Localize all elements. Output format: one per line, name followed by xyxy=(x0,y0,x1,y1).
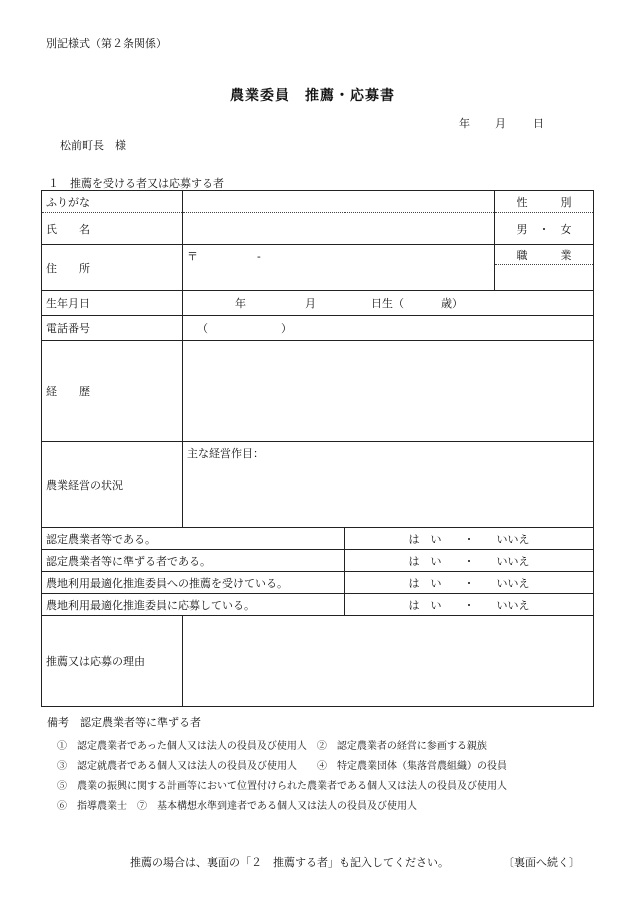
birthdate-label: 生年月日 xyxy=(42,291,183,316)
question-answer[interactable]: は い ・ いいえ xyxy=(345,594,594,616)
page-title: 農業委員 推薦・応募書 xyxy=(230,88,395,104)
footer-instruction: 推薦の場合は、裏面の「２ 推薦する者」も記入してください。 xyxy=(130,856,449,869)
date-day-label: 日 xyxy=(533,117,544,130)
name-label: 氏 名 xyxy=(42,213,183,245)
career-label: 経 歴 xyxy=(42,341,183,442)
postal-mark: 〒 xyxy=(187,250,198,263)
note-line: ⑥ 指導農業士 ⑦ 基本構想水準到達者である個人又は法人の役員及び使用人 xyxy=(57,801,417,812)
birth-day-age-label: 日生（ xyxy=(371,297,404,310)
occupation-label: 職 業 xyxy=(495,245,594,265)
application-form-table xyxy=(41,190,594,707)
occupation-field[interactable] xyxy=(495,265,594,291)
question-text: 農地利用最適化推進委員への推薦を受けている。 xyxy=(42,572,345,594)
note-line: ③ 認定就農者である個人又は法人の役員及び使用人 ④ 特定農業団体（集落営農組織）の役員 xyxy=(57,761,507,772)
birthdate-field[interactable] xyxy=(183,291,594,316)
question-answer[interactable]: は い ・ いいえ xyxy=(345,528,594,550)
question-text: 認定農業者等である。 xyxy=(42,528,345,550)
birth-age-end-label: 歳） xyxy=(441,297,463,310)
career-field[interactable] xyxy=(183,341,594,442)
birth-month-label: 月 xyxy=(305,297,316,310)
furigana-field[interactable] xyxy=(183,191,495,213)
farm-status-field[interactable] xyxy=(183,442,594,528)
birth-year-label: 年 xyxy=(235,297,246,310)
postal-dash: - xyxy=(257,250,261,263)
gender-choice[interactable]: 男 ・ 女 xyxy=(495,213,594,245)
phone-open-paren: （ xyxy=(197,322,208,335)
address-label: 住 所 xyxy=(42,245,183,291)
addressee: 松前町長 様 xyxy=(60,139,126,152)
name-field[interactable] xyxy=(183,213,495,245)
gender-label: 性 別 xyxy=(495,191,594,213)
question-answer[interactable]: は い ・ いいえ xyxy=(345,572,594,594)
question-text: 農地利用最適化推進委員に応募している。 xyxy=(42,594,345,616)
note-line: ① 認定農業者であった個人又は法人の役員及び使用人 ② 認定農業者の経営に参画する親族 xyxy=(57,741,487,752)
date-year-label: 年 xyxy=(459,117,470,130)
question-text: 認定農業者等に準ずる者である。 xyxy=(42,550,345,572)
farm-status-label: 農業経営の状況 xyxy=(42,442,183,528)
note-line: ⑤ 農業の振興に関する計画等において位置付けられた農業者である個人又は法人の役員及び使用人 xyxy=(57,781,507,792)
address-field[interactable] xyxy=(183,245,495,291)
notes-heading: 備考 認定農業者等に準ずる者 xyxy=(47,716,201,729)
furigana-label: ふりがな xyxy=(42,191,183,213)
section-heading: １ 推薦を受ける者又は応募する者 xyxy=(48,177,224,190)
form-reference: 別記様式（第２条関係） xyxy=(46,37,167,50)
main-crop-label: 主な経営作目： xyxy=(187,447,264,460)
reason-label: 推薦又は応募の理由 xyxy=(42,616,183,707)
reason-field[interactable] xyxy=(183,616,594,707)
date-month-label: 月 xyxy=(495,117,506,130)
phone-label: 電話番号 xyxy=(42,316,183,341)
continue-note: 〔裏面へ続く〕 xyxy=(503,856,580,869)
phone-field[interactable] xyxy=(183,316,594,341)
phone-close-paren: ） xyxy=(281,322,292,335)
question-answer[interactable]: は い ・ いいえ xyxy=(345,550,594,572)
